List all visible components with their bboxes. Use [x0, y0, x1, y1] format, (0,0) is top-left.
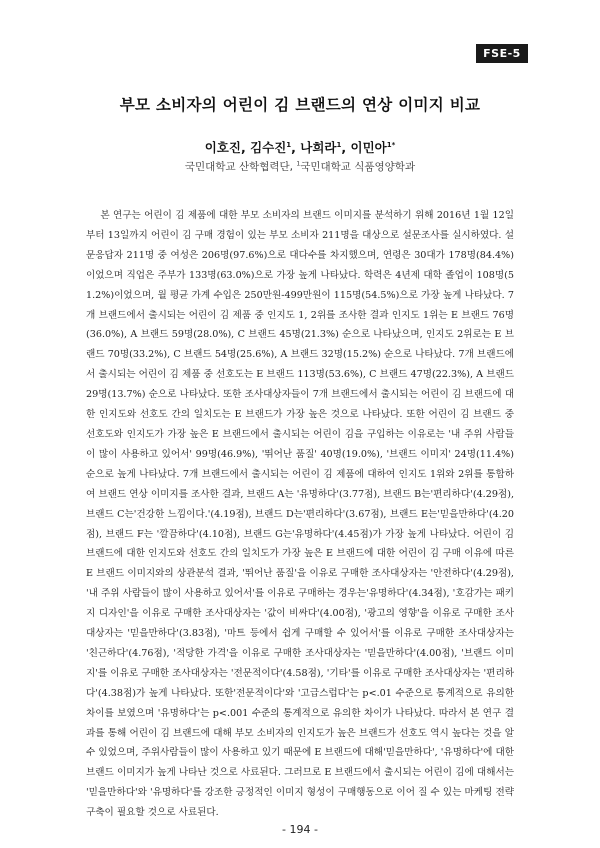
author-list: 이호진, 김수진$^1$, 나희라$^1$, 이민아$^{1*}$ — [204, 140, 396, 155]
affiliation: 국민대학교 산학협력단 — [184, 161, 290, 173]
author-name: 이호진 — [204, 140, 241, 155]
author-sup: 1 — [286, 140, 292, 149]
page-number: - 194 - — [282, 823, 318, 836]
author-name: 나희라 — [300, 140, 337, 155]
affiliation: 국민대학교 식품영양학과 — [300, 161, 416, 173]
session-badge: FSE-5 — [476, 44, 528, 63]
author-sup: 1* — [386, 140, 396, 149]
affiliation-list: 국민대학교 산학협력단, $^1$국민대학교 식품영양학과 — [184, 160, 416, 173]
author-sup: 1 — [336, 140, 342, 149]
author-name: 이민아 — [350, 140, 387, 155]
abstract-body: 본 연구는 어린이 김 제품에 대한 부모 소비자의 브랜드 이미지를 분석하기 위해 2016년 1월 12일부터 13일까지 어린이 김 구매 경험이 있는 부모 소비자 211명을 대상으로 설문조사를 실시하였다. 설문응답자 211명 중 여성은 206명(97.6%)으로 대다수를 차지했으며, 연령은 30대가 178명(84.4%)이었으며 직업은 주부가 133명(63.0%)으로 가장 높게 나타났다. 학력은 4년제 대학 졸업이 108명(51.2%)이었으며, 월 평균 가계 수입은 250만원-499만원이 115명(54.5%)으로 가장 높게 나타났다. 7개 브랜드에서 출시되는 어린이 김 제품 중 인지도 1, 2위를 조사한 결과 인지도 1위는 E 브랜드 76명(36.0%), A 브랜드 59명(28.0%), C 브랜드 45명(21.3%) 순으로 나타났으며, 인지도 2위로는 E 브랜드 70명(33.2%), C 브랜드 54명(25.6%), A 브랜드 32명(15.2%) 순으로 나타났다. 7개 브랜드에서 출시되는 어린이 김 제품 중 선호도는 E 브랜드 113명(53.6%), C 브랜드 47명(22.3%), A 브랜드 29명(13.7%) 순으로 나타났다. 또한 조사대상자들이 7개 브랜드에서 출시되는 어린이 김 브랜드에 대한 인지도와 선호도 간의 일치도는 E 브랜드가 가장 높은 것으로 나타났다. 또한 어린이 김 브랜드 중 선호도와 인지도가 가장 높은 E 브랜드에서 출시되는 어린이 김을 구입하는 이유로는 '내 주위 사람들이 많이 사용하고 있어서' 99명(46.9%), '뛰어난 품질' 40명(19.0%), '브랜드 이미지' 24명(11.4%) 순으로 높게 나타났다. 7개 브랜드에서 출시되는 어린이 김 제품에 대하여 인지도 1위와 2위를 통합하여 브랜드 연상 이미지를 조사한 결과, 브랜드 A는 '유명하다'(3.77점), 브랜드 B는'편리하다'(4.29점), 브랜드 C는'건강한 느낌이다.'(4.19점), 브랜드 D는'편리하다'(3.67점), 브랜드 E는'믿을만하다'(4.20점), 브랜드 F는 '깔끔하다'(4.10점), 브랜드 G는'유명하다'(4.45점)가 가장 높게 나타났다. 어린이 김 브랜드에 대한 인지도와 선호도 간의 일치도가 가장 높은 E 브랜드에 대한 어린이 김 구매 이유에 따른 E 브랜드 이미지와의 상관분석 결과, '뛰어난 품질'을 이유로 구매한 조사대상자는 '안전하다'(4.29점), '내 주위 사람들이 많이 사용하고 있어서'를 이유로 구매하는 경우는'유명하다'(4.34점), '호감가는 패키지 디자인'을 이유로 구매한 조사대상자는 '값이 비싸다'(4.00점), '광고의 영향'을 이유로 구매한 조사대상자는 '믿을만하다'(3.83점), '마트 등에서 쉽게 구매할 수 있어서'를 이유로 구매한 조사대상자는 '친근하다'(4.76점), '적당한 가격'을 이유로 구매한 조사대상자는 '믿을만하다'(4.00점), '브랜드 이미지'를 이유로 구매한 조사대상자는 '전문적이다'(4.58점), '기타'를 이유로 구매한 조사대상자는 '편리하다'(4.38점)가 높게 나타났다. 또한'전문적이다'와 '고급스럽다'는 p<.01 수준으로 통계적으로 유의한 차이를 보였으며 '유명하다'는 p<.001 수준의 통계적으로 유의한 차이가 나타났다. 따라서 본 연구 결과를 통해 어린이 김 브랜드에 대해 부모 소비자의 인지도가 높은 브랜드가 선호도 역시 높다는 것을 알 수 있었으며, 주위사람들이 많이 사용하고 있기 때문에 E 브랜드에 대해'믿을만하다', '유명하다'에 대한 브랜드 이미지가 높게 나타난 것으로 사료된다. 그러므로 E 브랜드에서 출시되는 어린이 김에 대해서는 '믿을만하다'와 '유명하다'를 강조한 긍정적인 이미지 형성이 구매행동으로 이어 질 수 있는 마케팅 전략 구축이 필요할 것으로 사료된다. — [86, 210, 514, 819]
affiliation-sup: 1 — [296, 160, 301, 168]
paper-title: 부모 소비자의 어린이 김 브랜드의 연상 이미지 비교 — [119, 96, 481, 114]
author-name: 김수진 — [250, 140, 287, 155]
